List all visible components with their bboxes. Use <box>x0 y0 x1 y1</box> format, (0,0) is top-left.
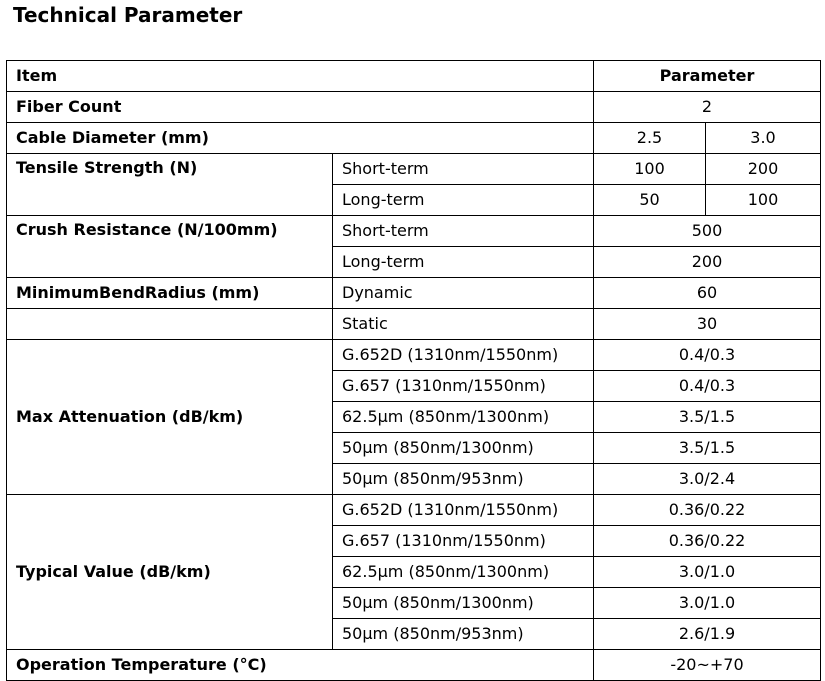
value-cell: 3.0/1.0 <box>594 557 821 588</box>
operation-temperature-value: -20~+70 <box>594 650 821 681</box>
min-bend-radius-label: MinimumBendRadius (mm) <box>7 278 333 309</box>
cable-diameter-value: 2.5 <box>594 123 706 154</box>
condition-cell: G.652D (1310nm/1550nm) <box>333 495 594 526</box>
value-cell: 200 <box>706 154 821 185</box>
table-row <box>7 92 821 123</box>
header-parameter: Parameter <box>594 61 821 92</box>
operation-temperature-label: Operation Temperature (°C) <box>7 650 594 681</box>
condition-cell: Short-term <box>333 216 594 247</box>
condition-cell: Short-term <box>333 154 594 185</box>
value-cell: 3.0/1.0 <box>594 588 821 619</box>
value-cell: 0.4/0.3 <box>594 340 821 371</box>
value-cell: 3.5/1.5 <box>594 433 821 464</box>
table-row <box>7 495 821 526</box>
condition-cell: G.657 (1310nm/1550nm) <box>333 526 594 557</box>
value-cell: 100 <box>594 154 706 185</box>
condition-cell: G.652D (1310nm/1550nm) <box>333 340 594 371</box>
condition-cell: 50μm (850nm/953nm) <box>333 619 594 650</box>
value-cell: 200 <box>594 247 821 278</box>
condition-cell: G.657 (1310nm/1550nm) <box>333 371 594 402</box>
table-row <box>7 309 821 340</box>
condition-cell: Long-term <box>333 185 594 216</box>
value-cell: 0.36/0.22 <box>594 526 821 557</box>
table-row <box>7 154 821 185</box>
condition-cell: Dynamic <box>333 278 594 309</box>
fiber-count-value: 2 <box>594 92 821 123</box>
value-cell: 0.36/0.22 <box>594 495 821 526</box>
header-item: Item <box>7 61 594 92</box>
value-cell: 50 <box>594 185 706 216</box>
value-cell: 3.0/2.4 <box>594 464 821 495</box>
table-header-row <box>7 61 821 92</box>
condition-cell: Static <box>333 309 594 340</box>
table-row <box>7 650 821 681</box>
value-cell: 500 <box>594 216 821 247</box>
page-title: Technical Parameter <box>13 3 243 27</box>
technical-parameter-table <box>6 60 821 681</box>
table-row <box>7 340 821 371</box>
max-attenuation-label: Max Attenuation (dB/km) <box>7 340 333 495</box>
condition-cell: 62.5μm (850nm/1300nm) <box>333 557 594 588</box>
value-cell: 0.4/0.3 <box>594 371 821 402</box>
condition-cell: 50μm (850nm/953nm) <box>333 464 594 495</box>
value-cell: 2.6/1.9 <box>594 619 821 650</box>
table-row <box>7 123 821 154</box>
empty-label-cell <box>7 309 333 340</box>
table-row <box>7 278 821 309</box>
value-cell: 3.5/1.5 <box>594 402 821 433</box>
condition-cell: Long-term <box>333 247 594 278</box>
tensile-strength-label: Tensile Strength (N) <box>7 154 333 216</box>
value-cell: 100 <box>706 185 821 216</box>
typical-value-label: Typical Value (dB/km) <box>7 495 333 650</box>
fiber-count-label: Fiber Count <box>7 92 594 123</box>
crush-resistance-label: Crush Resistance (N/100mm) <box>7 216 333 278</box>
condition-cell: 62.5μm (850nm/1300nm) <box>333 402 594 433</box>
cable-diameter-value: 3.0 <box>706 123 821 154</box>
value-cell: 30 <box>594 309 821 340</box>
table-row <box>7 216 821 247</box>
condition-cell: 50μm (850nm/1300nm) <box>333 433 594 464</box>
cable-diameter-label: Cable Diameter (mm) <box>7 123 594 154</box>
condition-cell: 50μm (850nm/1300nm) <box>333 588 594 619</box>
value-cell: 60 <box>594 278 821 309</box>
